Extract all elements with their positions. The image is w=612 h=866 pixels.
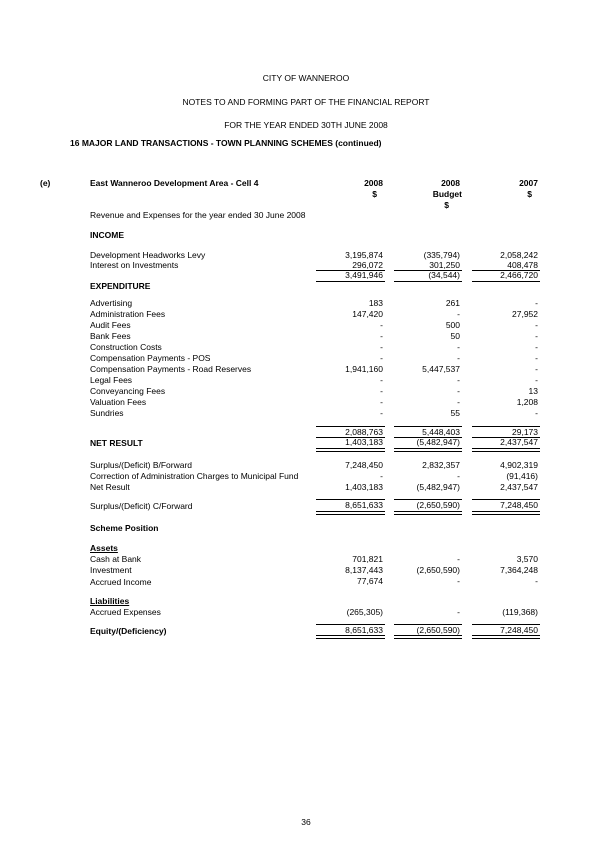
row-value-budget: 5,447,537 bbox=[422, 364, 460, 374]
row-value-2008: (265,305) bbox=[346, 607, 383, 617]
equity-budget: (2,650,590) bbox=[416, 625, 460, 635]
row-value-budget: - bbox=[457, 607, 460, 617]
row-label: Conveyancing Fees bbox=[90, 386, 166, 396]
row-value-2007: - bbox=[535, 331, 538, 341]
row-value-2007: - bbox=[535, 576, 538, 586]
double-rule bbox=[472, 511, 540, 515]
row-value-2008: 7,248,450 bbox=[345, 460, 383, 470]
row-label: Audit Fees bbox=[90, 320, 131, 330]
row-value-budget: (5,482,947) bbox=[416, 482, 460, 492]
row-value-budget: - bbox=[457, 471, 460, 481]
row-label: Net Result bbox=[90, 482, 130, 492]
rule bbox=[472, 281, 540, 282]
row-value-2008: - bbox=[380, 331, 383, 341]
row-value-2007: (91,416) bbox=[506, 471, 538, 481]
row-label: Development Headworks Levy bbox=[90, 250, 206, 260]
row-label: Surplus/(Deficit) C/Forward bbox=[90, 501, 193, 511]
section-title: 16 MAJOR LAND TRANSACTIONS - TOWN PLANNING SCHEMES (continued) bbox=[70, 138, 382, 148]
total-value-2008: 2,088,763 bbox=[345, 427, 383, 437]
row-label: Compensation Payments - POS bbox=[90, 353, 211, 363]
row-value-2008: 701,821 bbox=[352, 554, 383, 564]
row-value-budget: 2,832,357 bbox=[422, 460, 460, 470]
row-label: Investment bbox=[90, 565, 132, 575]
row-value-2007: 1,208 bbox=[516, 397, 538, 407]
row-value-2007: 4,902,319 bbox=[500, 460, 538, 470]
row-value-budget: - bbox=[457, 386, 460, 396]
rule bbox=[316, 281, 385, 282]
total-value-2007: 2,466,720 bbox=[500, 270, 538, 280]
row-value-2008: 1,403,183 bbox=[345, 482, 383, 492]
row-value-2008: 1,941,160 bbox=[345, 364, 383, 374]
row-value-2007: - bbox=[535, 320, 538, 330]
row-label: Legal Fees bbox=[90, 375, 133, 385]
net-result-label: NET RESULT bbox=[90, 438, 143, 448]
row-value-2008: - bbox=[380, 320, 383, 330]
row-value-2008: - bbox=[380, 386, 383, 396]
expenditure-heading: EXPENDITURE bbox=[90, 281, 151, 291]
double-rule bbox=[394, 511, 462, 515]
row-value-budget: 50 bbox=[450, 331, 460, 341]
row-value-budget: (2,650,590) bbox=[416, 565, 460, 575]
row-value-2008: 296,072 bbox=[352, 260, 383, 270]
row-value-budget: 261 bbox=[445, 298, 460, 308]
net-result-2007: 2,437,547 bbox=[500, 437, 538, 447]
row-value-2007: 7,364,248 bbox=[500, 565, 538, 575]
liabilities-heading: Liabilities bbox=[90, 596, 130, 606]
col3-unit: $ bbox=[527, 189, 532, 199]
row-label: Cash at Bank bbox=[90, 554, 142, 564]
row-value-2007: 408,478 bbox=[507, 260, 538, 270]
row-value-2008: - bbox=[380, 342, 383, 352]
double-rule bbox=[472, 635, 540, 639]
row-value-2007: 2,058,242 bbox=[500, 250, 538, 260]
row-label: Compensation Payments - Road Reserves bbox=[90, 364, 252, 374]
net-result-2008: 1,403,183 bbox=[345, 437, 383, 447]
double-rule bbox=[316, 635, 385, 639]
report-subtitle: NOTES TO AND FORMING PART OF THE FINANCIAL REPORT bbox=[182, 97, 430, 107]
intro-text: Revenue and Expenses for the year ended 30 June 2008 bbox=[90, 210, 306, 220]
row-value-budget: - bbox=[457, 309, 460, 319]
row-label: Administration Fees bbox=[90, 309, 166, 319]
row-value-2007: 27,952 bbox=[512, 309, 538, 319]
row-value-budget: 500 bbox=[445, 320, 460, 330]
row-value-budget: - bbox=[457, 554, 460, 564]
rule bbox=[394, 281, 462, 282]
total-value-budget: (34,544) bbox=[428, 270, 460, 280]
equity-2008: 8,651,633 bbox=[345, 625, 383, 635]
row-value-budget: 55 bbox=[450, 408, 460, 418]
total-value-2007: 29,173 bbox=[512, 427, 538, 437]
col1-unit: $ bbox=[372, 189, 377, 199]
row-label: Accrued Income bbox=[90, 577, 152, 587]
row-label: Bank Fees bbox=[90, 331, 131, 341]
row-value-2007: - bbox=[535, 353, 538, 363]
col1-year: 2008 bbox=[364, 178, 383, 188]
row-value-2008: 183 bbox=[368, 298, 383, 308]
row-value-budget: - bbox=[457, 353, 460, 363]
row-value-2007: 2,437,547 bbox=[500, 482, 538, 492]
cf-value-2007: 7,248,450 bbox=[500, 500, 538, 510]
total-value-budget: 5,448,403 bbox=[422, 427, 460, 437]
row-value-budget: - bbox=[457, 342, 460, 352]
row-value-2007: - bbox=[535, 364, 538, 374]
assets-heading: Assets bbox=[90, 543, 118, 553]
row-value-budget: - bbox=[457, 397, 460, 407]
subsection-marker: (e) bbox=[40, 178, 51, 188]
row-value-2007: (119,368) bbox=[502, 607, 538, 617]
row-value-2007: 3,570 bbox=[516, 554, 538, 564]
income-heading: INCOME bbox=[90, 230, 124, 240]
double-rule bbox=[472, 448, 540, 452]
row-label: Accrued Expenses bbox=[90, 607, 161, 617]
row-value-2008: 3,195,874 bbox=[345, 250, 383, 260]
scheme-heading: Scheme Position bbox=[90, 523, 159, 533]
row-value-2008: - bbox=[380, 471, 383, 481]
col2-budget: Budget bbox=[432, 189, 462, 199]
equity-2007: 7,248,450 bbox=[500, 625, 538, 635]
row-value-2007: - bbox=[535, 408, 538, 418]
double-rule bbox=[316, 448, 385, 452]
row-value-2007: - bbox=[535, 375, 538, 385]
net-result-budget: (5,482,947) bbox=[416, 437, 460, 447]
row-label: Sundries bbox=[90, 408, 124, 418]
row-value-2007: - bbox=[535, 342, 538, 352]
row-value-budget: (335,794) bbox=[423, 250, 460, 260]
row-label: Correction of Administration Charges to Municipal Fund bbox=[90, 471, 299, 481]
col2-year: 2008 bbox=[441, 178, 460, 188]
row-label: Interest on Investments bbox=[90, 260, 179, 270]
double-rule bbox=[394, 448, 462, 452]
row-value-budget: - bbox=[457, 576, 460, 586]
double-rule bbox=[394, 635, 462, 639]
total-value-2008: 3,491,946 bbox=[345, 270, 383, 280]
double-rule bbox=[316, 511, 385, 515]
row-value-budget: 301,250 bbox=[429, 260, 460, 270]
row-label: Construction Costs bbox=[90, 342, 162, 352]
report-period: FOR THE YEAR ENDED 30TH JUNE 2008 bbox=[224, 120, 388, 130]
row-value-2008: - bbox=[380, 353, 383, 363]
row-value-2007: - bbox=[535, 298, 538, 308]
cf-value-budget: (2,650,590) bbox=[416, 500, 460, 510]
row-label: Valuation Fees bbox=[90, 397, 147, 407]
row-value-2008: 8,137,443 bbox=[345, 565, 383, 575]
page-number: 36 bbox=[301, 817, 311, 827]
org-name: CITY OF WANNEROO bbox=[262, 73, 350, 83]
row-value-2007: 13 bbox=[528, 386, 538, 396]
cf-value-2008: 8,651,633 bbox=[345, 500, 383, 510]
row-value-2008: 147,420 bbox=[352, 309, 383, 319]
row-label: Advertising bbox=[90, 298, 133, 308]
equity-label: Equity/(Deficiency) bbox=[90, 626, 167, 636]
col2-unit: $ bbox=[444, 200, 449, 210]
row-value-2008: 77,674 bbox=[357, 576, 383, 586]
row-value-2008: - bbox=[380, 397, 383, 407]
subsection-title: East Wanneroo Development Area - Cell 4 bbox=[90, 178, 259, 188]
row-value-budget: - bbox=[457, 375, 460, 385]
col3-year: 2007 bbox=[519, 178, 538, 188]
row-label: Surplus/(Deficit) B/Forward bbox=[90, 460, 193, 470]
row-value-2008: - bbox=[380, 375, 383, 385]
row-value-2008: - bbox=[380, 408, 383, 418]
